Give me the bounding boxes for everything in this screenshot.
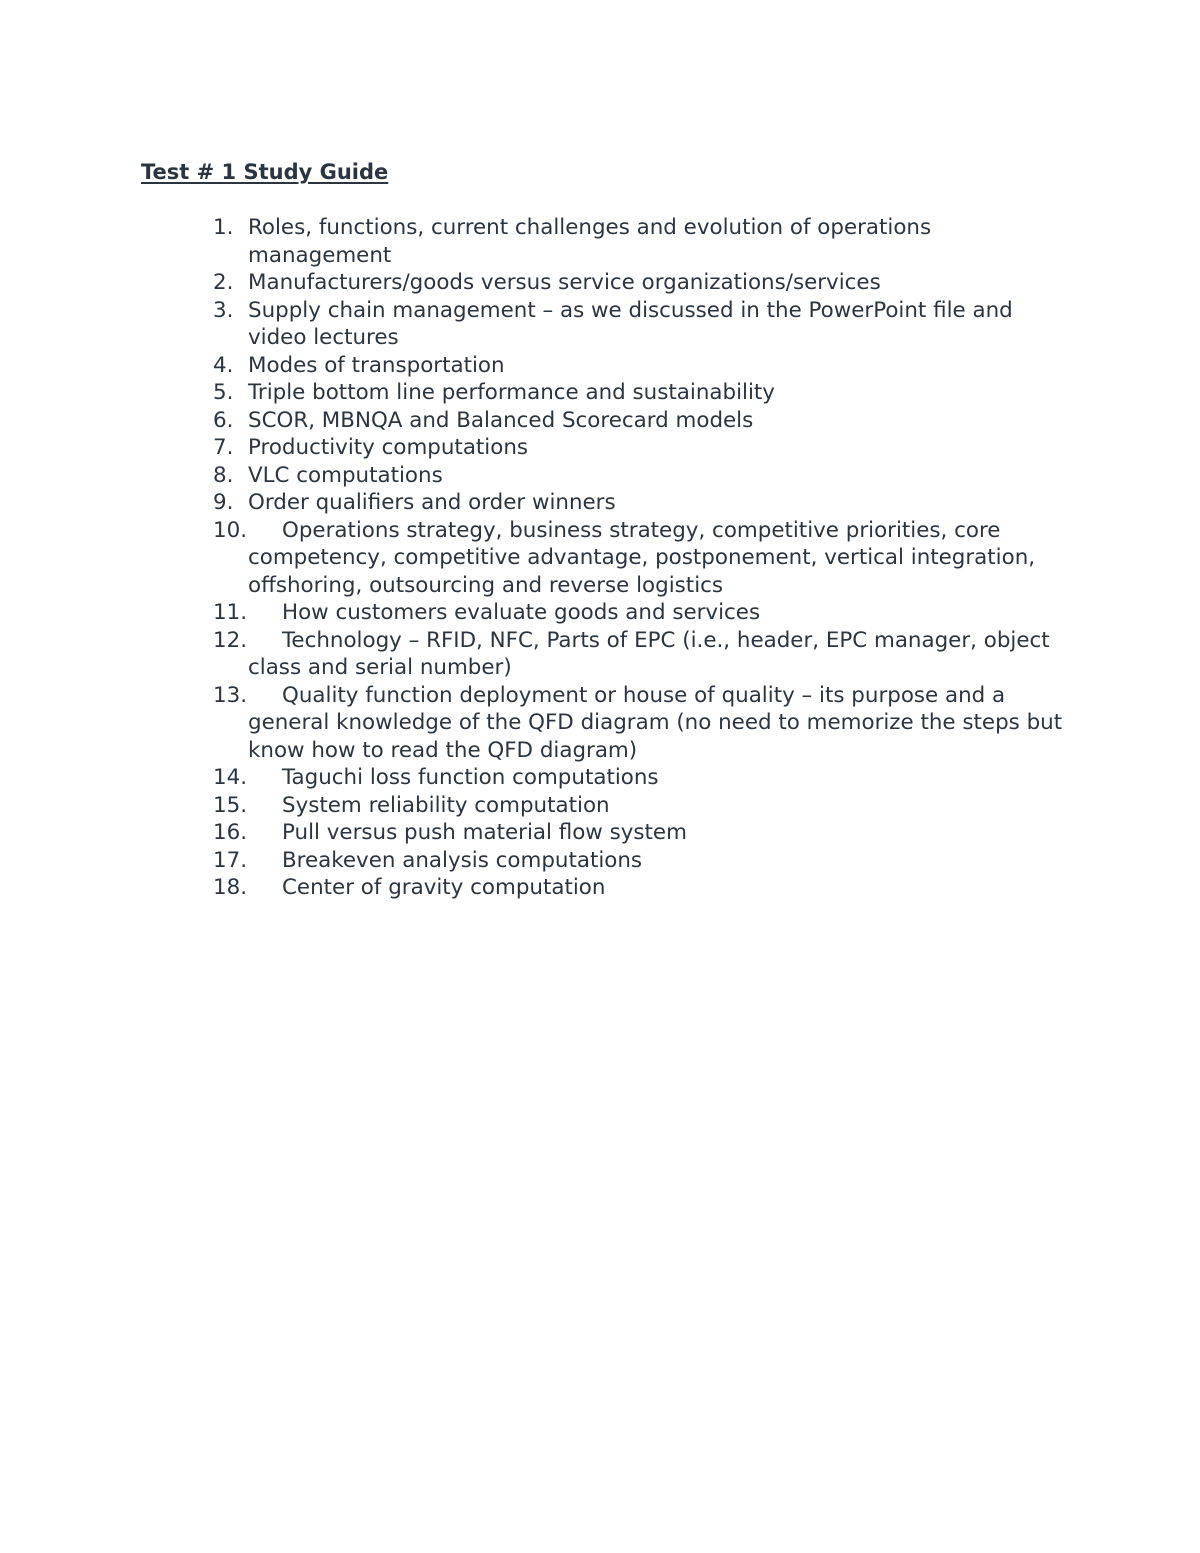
list-item-number: 6. bbox=[213, 407, 234, 433]
list-item bbox=[0, 874, 1068, 902]
list-item bbox=[0, 517, 1068, 600]
list-item-text: SCOR, MBNQA and Balanced Scorecard models bbox=[248, 407, 754, 433]
list-item-text: Operations strategy, business strategy, competitive priorities, core competency, competitive advantage, postponement, vertical integration, offshoring, outsourcing and reverse logistics bbox=[248, 517, 1036, 598]
list-item-text: Roles, functions, current challenges and evolution of operations management bbox=[248, 215, 932, 268]
list-item-text: Triple bottom line performance and sustainability bbox=[248, 380, 775, 405]
list-item-text: Order qualifiers and order winners bbox=[248, 490, 616, 515]
list-item-number: 8. bbox=[213, 462, 234, 488]
list-item-text: Supply chain management – as we discussed in the PowerPoint file and video lectures bbox=[248, 297, 1013, 350]
page-title: Test # 1 Study Guide bbox=[141, 160, 389, 184]
list-item bbox=[0, 819, 1068, 847]
list-item-number: 11. bbox=[213, 600, 248, 625]
list-item bbox=[0, 792, 1068, 820]
list-item bbox=[0, 489, 1068, 517]
list-item-text: Center of gravity computation bbox=[282, 875, 606, 900]
list-item bbox=[0, 627, 1068, 682]
list-item-text: VLC computations bbox=[248, 462, 443, 488]
list-item-text: System reliability computation bbox=[282, 792, 610, 818]
list-item-text: Technology – RFID, NFC, Parts of EPC (i.e., header, EPC manager, object class and serial number) bbox=[248, 627, 1050, 680]
list-item-number: 17. bbox=[213, 847, 248, 873]
list-item-number: 7. bbox=[213, 435, 234, 460]
list-item-text: Productivity computations bbox=[248, 435, 529, 460]
list-item-number: 1. bbox=[213, 215, 234, 240]
list-item bbox=[0, 352, 1068, 380]
list-item bbox=[0, 462, 1068, 490]
list-item-number: 14. bbox=[213, 765, 248, 790]
list-item bbox=[0, 379, 1068, 407]
list-item bbox=[0, 434, 1068, 462]
list-item-number: 13. bbox=[213, 682, 248, 708]
list-item-text: Taguchi loss function computations bbox=[282, 765, 659, 790]
list-item-number: 15. bbox=[213, 792, 248, 818]
list-item bbox=[0, 297, 1068, 352]
list-item bbox=[0, 764, 1068, 792]
study-topic-list bbox=[0, 214, 1200, 902]
list-item bbox=[0, 599, 1068, 627]
list-item bbox=[0, 214, 1068, 269]
list-item bbox=[0, 269, 1068, 297]
list-item-text: Manufacturers/goods versus service organizations/services bbox=[248, 270, 881, 295]
list-item bbox=[0, 682, 1068, 765]
list-item-text: How customers evaluate goods and services bbox=[282, 600, 761, 625]
list-item-text: Quality function deployment or house of quality – its purpose and a general knowledge of the QFD diagram (no need to memorize the steps but know how to read the QFD diagram) bbox=[248, 682, 1063, 763]
list-item-number: 2. bbox=[213, 270, 234, 295]
list-item-text: Modes of transportation bbox=[248, 352, 505, 378]
list-item-number: 18. bbox=[213, 875, 248, 900]
list-item-number: 4. bbox=[213, 352, 234, 378]
list-item-text: Breakeven analysis computations bbox=[282, 847, 643, 873]
list-item-number: 10. bbox=[213, 517, 248, 543]
list-item-text: Pull versus push material flow system bbox=[282, 820, 687, 845]
list-item-number: 5. bbox=[213, 380, 234, 405]
list-item-number: 16. bbox=[213, 820, 248, 845]
list-item bbox=[0, 407, 1068, 435]
list-item bbox=[0, 847, 1068, 875]
list-item-number: 12. bbox=[213, 627, 248, 653]
list-item-number: 3. bbox=[213, 297, 234, 323]
list-item-number: 9. bbox=[213, 490, 234, 515]
